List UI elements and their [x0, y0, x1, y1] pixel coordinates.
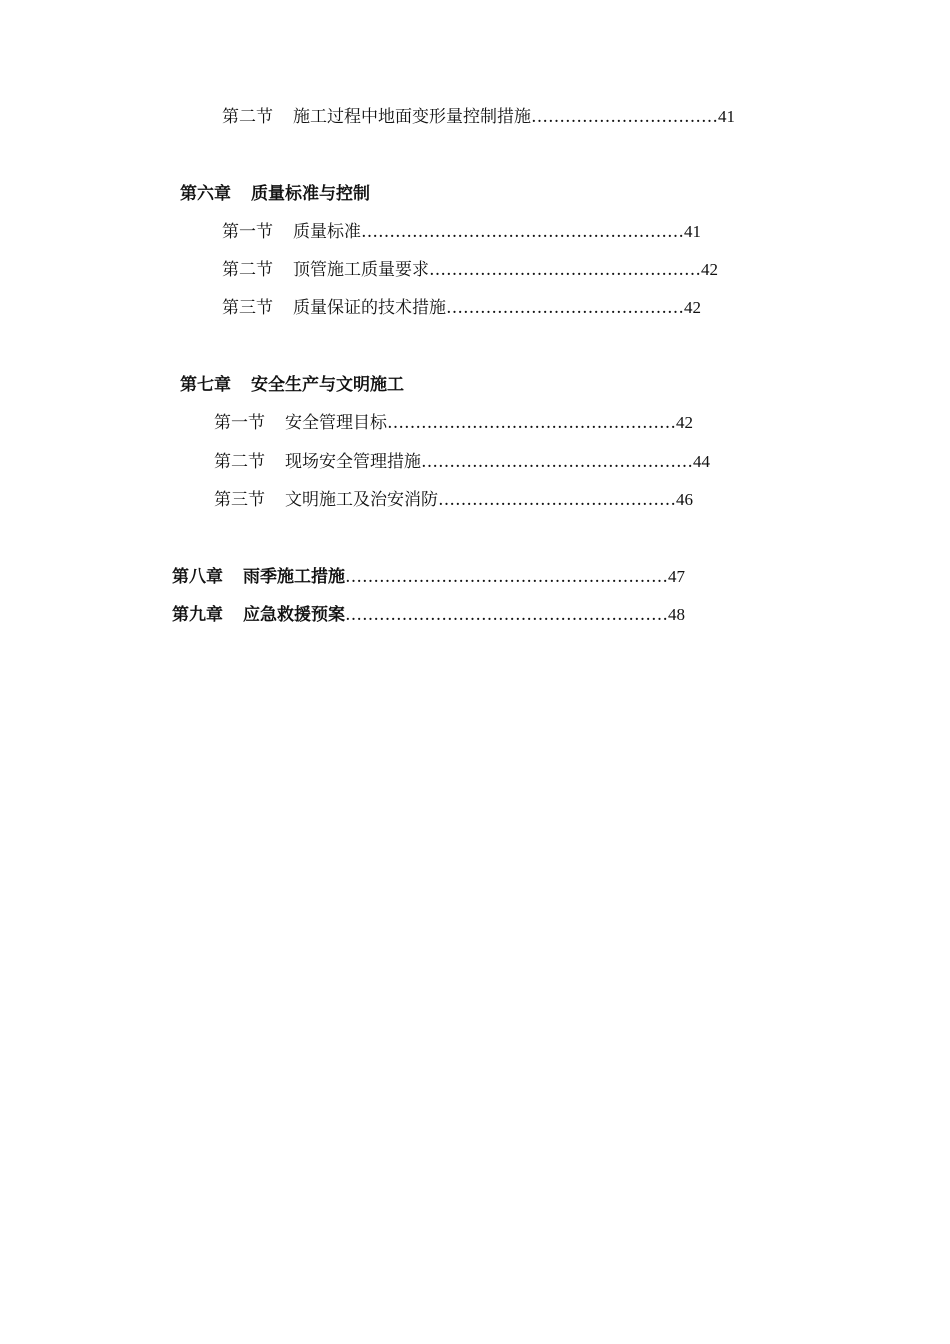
- entry-title: 安全管理目标: [285, 413, 387, 433]
- entry-page: 46: [676, 490, 693, 509]
- entry-page: 41: [684, 222, 701, 241]
- entry-number: 第三节: [214, 490, 265, 510]
- entry-leader: …………………………………………: [429, 260, 701, 280]
- toc-chapter: [180, 183, 370, 205]
- entry-page: 47: [668, 567, 685, 586]
- entry-page: 48: [668, 605, 685, 624]
- toc-entry: [222, 106, 735, 128]
- chapter-title: 安全生产与文明施工: [251, 375, 404, 395]
- chapter-number: 第九章: [172, 605, 223, 625]
- entry-leader: ……………………………………: [446, 298, 684, 318]
- entry-leader: ……………………………: [531, 107, 718, 127]
- entry-page: 42: [676, 413, 693, 432]
- toc-entry: [222, 259, 718, 281]
- toc-entry: [222, 221, 701, 243]
- entry-number: 第二节: [222, 107, 273, 127]
- toc-chapter: [180, 374, 404, 396]
- entry-leader: …………………………………………………: [361, 222, 684, 242]
- toc-entry: [214, 451, 710, 473]
- entry-number: 第二节: [222, 260, 273, 280]
- entry-title: 顶管施工质量要求: [293, 260, 429, 280]
- entry-number: 第二节: [214, 452, 265, 472]
- chapter-number: 第八章: [172, 567, 223, 587]
- entry-page: 41: [718, 107, 735, 126]
- toc-chapter: [172, 566, 685, 588]
- entry-page: 44: [693, 452, 710, 471]
- chapter-title: 雨季施工措施: [243, 567, 345, 587]
- chapter-title: 质量标准与控制: [251, 184, 370, 204]
- entry-leader: …………………………………………………: [345, 605, 668, 625]
- entry-leader: ……………………………………: [438, 490, 676, 510]
- chapter-number: 第六章: [180, 184, 231, 204]
- toc-entry: [214, 489, 693, 511]
- chapter-number: 第七章: [180, 375, 231, 395]
- entry-title: 质量保证的技术措施: [293, 298, 446, 318]
- entry-leader: …………………………………………: [421, 452, 693, 472]
- toc-entry: [214, 412, 693, 434]
- entry-title: 文明施工及治安消防: [285, 490, 438, 510]
- entry-number: 第一节: [214, 413, 265, 433]
- entry-page: 42: [684, 298, 701, 317]
- entry-number: 第一节: [222, 222, 273, 242]
- entry-leader: …………………………………………………: [345, 567, 668, 587]
- toc-chapter: [172, 604, 685, 626]
- entry-leader: ……………………………………………: [387, 413, 676, 433]
- chapter-title: 应急救援预案: [243, 605, 345, 625]
- entry-page: 42: [701, 260, 718, 279]
- entry-title: 质量标准: [293, 222, 361, 242]
- toc-entry: [222, 297, 701, 319]
- entry-title: 施工过程中地面变形量控制措施: [293, 107, 531, 127]
- entry-title: 现场安全管理措施: [285, 452, 421, 472]
- entry-number: 第三节: [222, 298, 273, 318]
